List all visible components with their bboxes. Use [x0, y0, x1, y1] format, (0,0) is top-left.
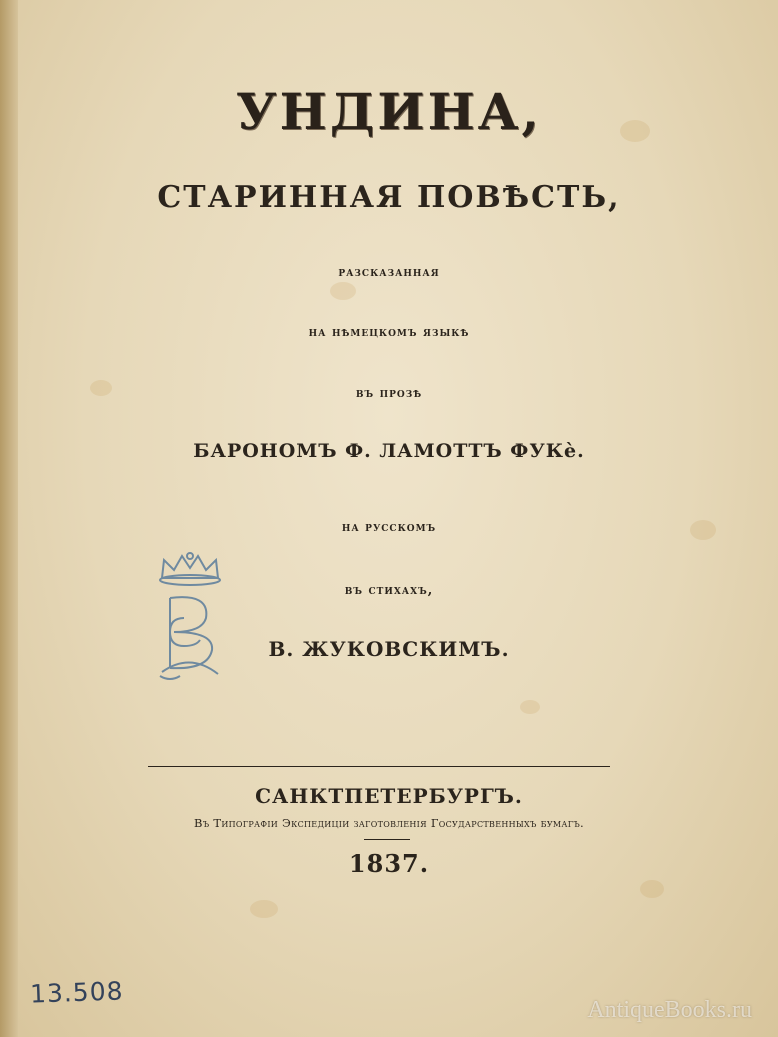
author-name: БАРОНОМЪ Ф. ЛАМОТТЪ ФУКѐ.: [193, 440, 585, 462]
handwritten-shelfmark: 13.508: [29, 976, 124, 1009]
divider-rule: [148, 766, 610, 767]
book-subtitle: СТАРИННАЯ ПОВѢСТЬ,: [157, 180, 621, 215]
book-spine-edge: [0, 0, 18, 1037]
translator-name: В. ЖУКОВСКИМЪ.: [268, 637, 510, 661]
crowned-monogram-stamp-icon: [150, 548, 230, 688]
foxing-spot: [640, 880, 664, 898]
book-title: УНДИНА,: [236, 82, 542, 141]
line-prose: въ прозѣ: [355, 386, 423, 401]
imprint-press: Въ Типографіи Экспедиціи заготовленія Государственныхъ бумагъ.: [194, 816, 584, 830]
watermark-text: AntiqueBooks.ru: [587, 997, 752, 1023]
line-told: разсказанная: [338, 265, 440, 280]
imprint-city: САНКТПЕТЕРБУРГЪ.: [255, 784, 523, 808]
line-language: на нѣмецкомъ языкѣ: [308, 325, 470, 340]
foxing-spot: [330, 282, 356, 300]
line-verse: въ стихахъ,: [344, 583, 434, 598]
foxing-spot: [520, 700, 540, 714]
short-rule: [364, 839, 410, 840]
imprint-year: 1837.: [348, 849, 430, 878]
line-russian: на русскомъ: [341, 520, 437, 535]
foxing-spot: [250, 900, 278, 918]
